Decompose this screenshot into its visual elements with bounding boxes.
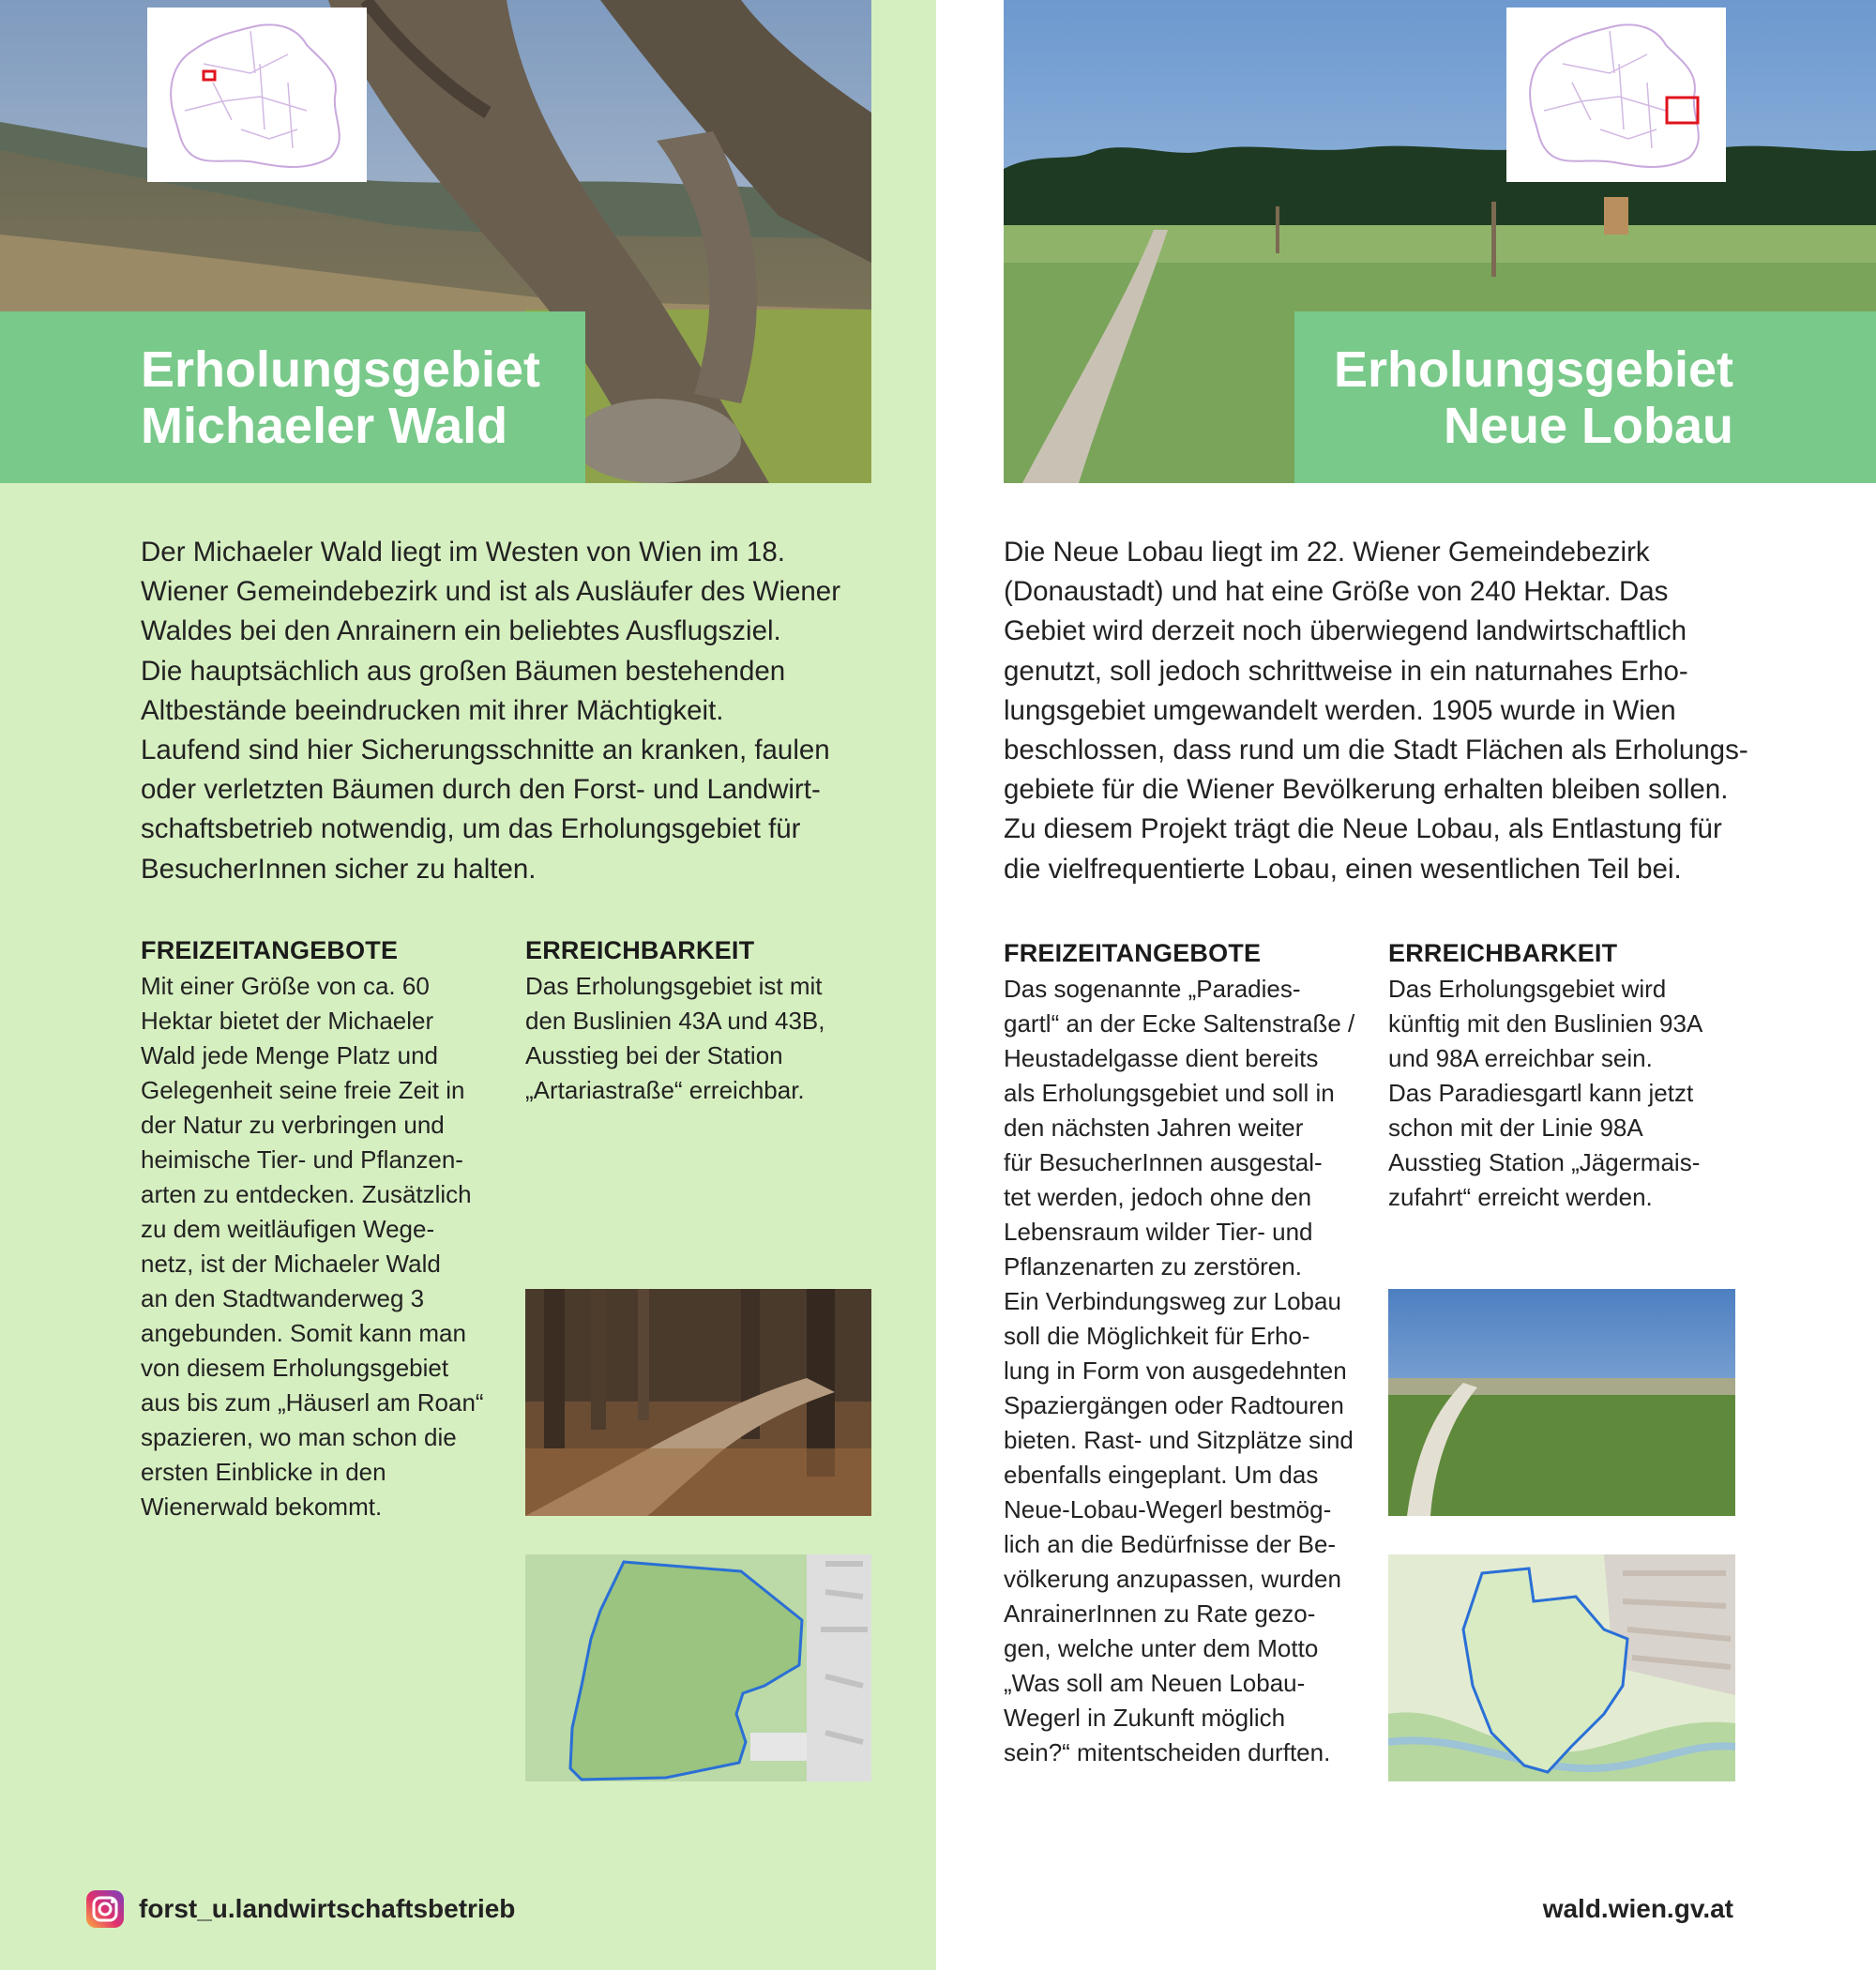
freizeit-line: Mit einer Größe von ca. 60 [141,972,430,1000]
intro-line: Gebiet wird derzeit noch überwiegend landwirtschaftlich [1004,615,1687,647]
erreich-line: zufahrt“ erreicht werden. [1388,1183,1653,1211]
intro-line: Wiener Gemeindebezirk und ist als Ausläufer des Wiener [141,576,841,608]
freizeit-line: arten zu entdecken. Zusätzlich [141,1180,472,1208]
area-map-michaeler-wald [525,1554,871,1781]
intro-line: Laufend sind hier Sicherungsschnitte an kranken, faulen [141,735,830,766]
freizeit-line: Wienerwald bekommt. [141,1493,383,1521]
freizeit-line: netz, ist der Michaeler Wald [141,1250,441,1278]
freizeit-line: gen, welche unter dem Motto [1004,1634,1319,1662]
intro-line: Der Michaeler Wald liegt im Westen von Wien im 18. [141,537,785,568]
freizeit-line: von diesem Erholungsgebiet [141,1354,449,1382]
freizeit-text-left [141,969,497,1524]
erreich-heading-left: ERREICHBARKEIT [525,936,755,964]
freizeit-line: angebunden. Somit kann man [141,1319,466,1347]
freizeit-line: Pflanzenarten zu zerstören. [1004,1252,1302,1280]
freizeit-heading-left: FREIZEITANGEBOTE [141,936,399,964]
instagram-handle[interactable]: forst_u.landwirtschaftsbetrieb [139,1894,516,1923]
freizeit-line: aus bis zum „Häuserl am Roan“ [141,1388,484,1417]
freizeit-line: „Was soll am Neuen Lobau- [1004,1669,1306,1697]
instagram-icon[interactable] [86,1890,124,1928]
erreich-line: künftig mit den Buslinien 93A [1388,1009,1703,1038]
website-link[interactable]: wald.wien.gv.at [1542,1894,1733,1923]
freizeit-line: sein?“ mitentscheiden durften. [1004,1738,1331,1766]
area-map-neue-lobau [1388,1554,1735,1781]
erreich-line: Ausstieg bei der Station [525,1041,783,1069]
freizeit-line: spazieren, wo man schon die [141,1423,457,1451]
freizeit-line: für BesucherInnen ausgestal- [1004,1148,1323,1176]
page-title-right [1294,311,1876,483]
intro-line: Zu diesem Projekt trägt die Neue Lobau, als Entlastung für [1004,813,1722,845]
forest-path-photo [525,1289,871,1516]
freizeit-line: lung in Form von ausgedehnten [1004,1356,1347,1385]
freizeit-line: völkerung anzupassen, wurden [1004,1565,1341,1593]
freizeit-line: Hektar bietet der Michaeler [141,1007,434,1035]
intro-text-right [1004,533,1754,889]
freizeit-line: zu dem weitläufigen Wege- [141,1215,435,1243]
title-line-1: Erholungsgebiet [141,341,541,398]
intro-line: die vielfrequentierte Lobau, einen wesentlichen Teil bei. [1004,853,1682,885]
freizeit-line: Ein Verbindungsweg zur Lobau [1004,1287,1341,1315]
freizeit-line: Spaziergängen oder Radtouren [1004,1391,1344,1419]
intro-text-left [141,533,882,889]
freizeit-line: den nächsten Jahren weiter [1004,1114,1304,1142]
panel-michaeler-wald [0,0,936,1970]
freizeit-line: Wegerl in Zukunft möglich [1004,1704,1286,1732]
freizeit-line: AnrainerInnen zu Rate gezo- [1004,1599,1316,1628]
title-line-1: Erholungsgebiet [1333,341,1733,398]
erreich-text-left [525,969,882,1108]
erreich-line: schon mit der Linie 98A [1388,1114,1643,1142]
erreich-line: den Buslinien 43A und 43B, [525,1007,825,1035]
erreich-line: Das Paradiesgartl kann jetzt [1388,1079,1694,1107]
intro-line: genutzt, soll jedoch schrittweise in ein naturnahes Erho- [1004,655,1688,687]
page-title-left [0,311,585,483]
intro-line: Die Neue Lobau liegt im 22. Wiener Gemeindebezirk [1004,537,1650,568]
freizeit-line: soll die Möglichkeit für Erho- [1004,1322,1310,1350]
panel-neue-lobau [936,0,1876,1970]
intro-line: beschlossen, dass rund um die Stadt Flächen als Erholungs- [1004,735,1748,766]
freizeit-line: ebenfalls eingeplant. Um das [1004,1461,1319,1489]
intro-line: schaftsbetrieb notwendig, um das Erholungsgebiet für [141,813,801,845]
freizeit-line: als Erholungsgebiet und soll in [1004,1079,1335,1107]
erreich-line: Das Erholungsgebiet wird [1388,975,1667,1003]
freizeit-line: bieten. Rast- und Sitzplätze sind [1004,1426,1354,1454]
meadow-path-photo [1388,1289,1735,1516]
freizeit-line: lich an die Bedürfnisse der Be- [1004,1530,1337,1558]
freizeit-heading-right: FREIZEITANGEBOTE [1004,939,1262,967]
title-line-2: Neue Lobau [1443,398,1733,454]
intro-line: lungsgebiet umgewandelt werden. 1905 wurde in Wien [1004,694,1676,726]
freizeit-line: der Natur zu verbringen und [141,1111,445,1139]
freizeit-line: Das sogenannte „Paradies- [1004,975,1301,1003]
freizeit-line: Gelegenheit seine freie Zeit in [141,1076,465,1104]
freizeit-line: heimische Tier- und Pflanzen- [141,1145,463,1174]
freizeit-line: gartl“ an der Ecke Saltenstraße / [1004,1009,1355,1038]
intro-line: (Donaustadt) und hat eine Größe von 240 Hektar. Das [1004,576,1669,608]
erreich-line: „Artariastraße“ erreichbar. [525,1076,805,1104]
erreich-line: und 98A erreichbar sein. [1388,1044,1653,1072]
intro-line: gebiete für die Wiener Bevölkerung erhalten bleiben sollen. [1004,774,1729,806]
freizeit-line: ersten Einblicke in den [141,1458,386,1486]
title-line-2: Michaeler Wald [141,398,508,454]
freizeit-line: Neue-Lobau-Wegerl bestmög- [1004,1495,1332,1523]
freizeit-line: Heustadelgasse dient bereits [1004,1044,1319,1072]
erreich-text-right [1388,972,1754,1215]
erreich-heading-right: ERREICHBARKEIT [1388,939,1618,967]
district-locator-map [1506,8,1726,182]
freizeit-line: an den Stadtwanderweg 3 [141,1284,425,1312]
intro-line: oder verletzten Bäumen durch den Forst- und Landwirt- [141,774,821,806]
freizeit-text-right [1004,972,1369,1770]
intro-line: Altbestände beeindrucken mit ihrer Mächtigkeit. [141,694,724,726]
erreich-line: Das Erholungsgebiet ist mit [525,972,823,1000]
erreich-line: Ausstieg Station „Jägermais- [1388,1148,1701,1176]
intro-line: Die hauptsächlich aus großen Bäumen bestehenden [141,655,786,687]
freizeit-line: Wald jede Menge Platz und [141,1041,439,1069]
freizeit-line: Lebensraum wilder Tier- und [1004,1218,1313,1246]
intro-line: Waldes bei den Anrainern ein beliebtes Ausflugsziel. [141,615,781,647]
intro-line: BesucherInnen sicher zu halten. [141,853,537,885]
freizeit-line: tet werden, jedoch ohne den [1004,1183,1312,1211]
district-locator-map [147,8,367,182]
